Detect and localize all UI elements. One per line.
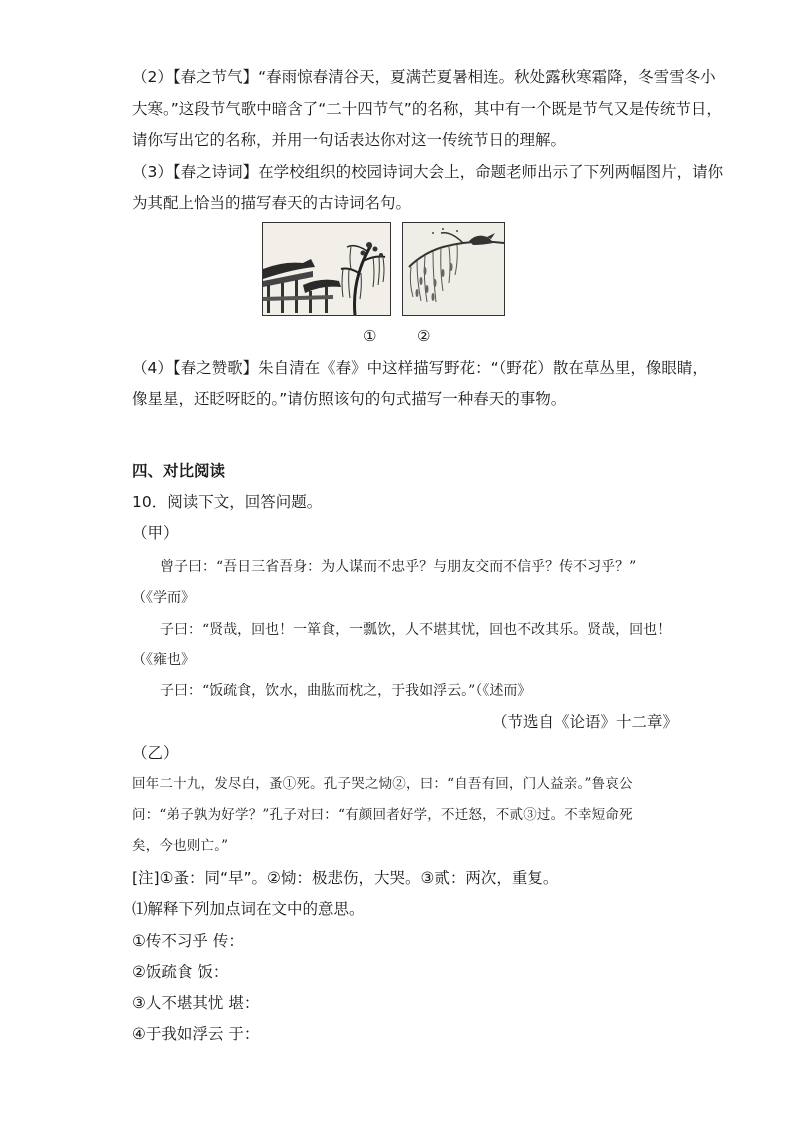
passage-jia-source-1: （《学而》 [132,590,195,606]
q4-line-2: 像星星，还眨呀眨的。”请仿照该句的句式描写一种春天的事物。 [132,390,567,408]
passage-jia-text-3: 子曰：“饭疏食，饮水，曲肱而枕之，于我如浮云。”（《述而》 [160,683,532,699]
q2-line-3: 请你写出它的名称，并用一句话表达你对这一传统节日的理解。 [132,131,567,149]
q3-line-2: 为其配上恰当的描写春天的古诗词名句。 [132,194,412,212]
passage-source-note: （节选自《论语》十二章》 [492,713,679,731]
passage-yi-label: （乙） [132,744,179,762]
picture-label-2: ② [417,327,431,345]
willow-bird-illustration [403,223,504,315]
q2-line-1: （2）【春之节气】“春雨惊春清谷天，夏满芒夏暑相连。秋处露秋寒霜降，冬雪雪冬小 [132,68,716,86]
q4-line-1: （4）【春之赞歌】朱自清在《春》中这样描写野花：“（野花）散在草丛里，像眼睛， [132,359,708,377]
q3-line-1: （3）【春之诗词】在学校组织的校园诗词大会上，命题老师出示了下列两幅图片，请你 [132,163,724,181]
picture-willow-bird [402,222,505,316]
passage-yi-line-2: 问：“弟子孰为好学？”孔子对曰：“有颜回者好学，不迁怒，不贰③过。不幸短命死 [132,807,633,823]
passage-jia-text-1: 曾子曰：“吾日三省吾身：为人谋而不忠乎？与朋友交而不信乎？传不习乎？” [160,559,637,575]
sub-question-1: ⑴解释下列加点词在文中的意思。 [132,900,365,918]
question-10-prompt: 10．阅读下文，回答问题。 [132,493,323,511]
picture-pavilion-willow [262,222,391,316]
passage-jia-source-2: （《雍也》 [132,652,195,668]
answer-item-1: ①传不习乎 传： [132,932,244,950]
pavilion-willow-illustration [263,223,390,315]
picture-label-1: ① [363,327,377,345]
section-heading: 四、对比阅读 [132,462,226,480]
q2-line-2: 大寒。”这段节气歌中暗含了“二十四节气”的名称，其中有一个既是节气又是传统节日， [132,100,722,118]
answer-item-4: ④于我如浮云 于： [132,1025,260,1043]
passage-jia-text-2: 子曰：“贤哉，回也！一箪食，一瓢饮，人不堪其忧，回也不改其乐。贤哉，回也！ [160,622,672,638]
passage-yi-line-3: 矣，今也则亡。” [132,838,229,854]
answer-item-2: ②饭疏食 饭： [132,963,229,981]
passage-jia-label: （甲） [132,524,179,542]
answer-item-3: ③人不堪其忧 堪： [132,994,260,1012]
annotation-note: [注]①蚤：同“早”。②恸：极悲伤，大哭。③贰：两次，重复。 [132,869,559,887]
passage-yi-line-1: 回年二十九，发尽白，蚤①死。孔子哭之恸②，曰：“自吾有回，门人益亲。”鲁哀公 [132,776,633,792]
